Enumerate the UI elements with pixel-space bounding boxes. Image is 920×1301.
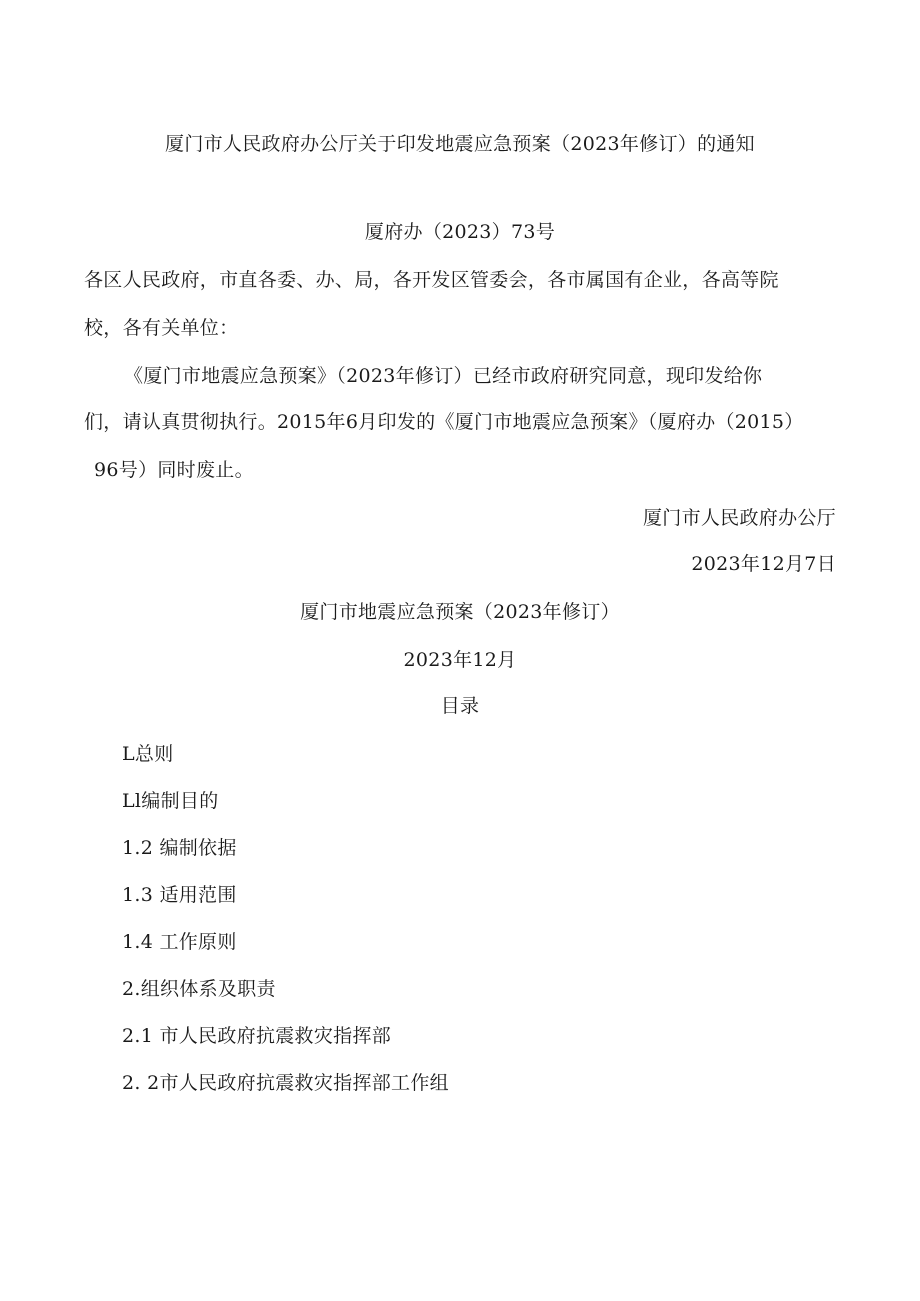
- addressee-line-2: 校，各有关单位：: [84, 317, 239, 339]
- plan-date: 2023年12月: [403, 649, 517, 671]
- document-number: 厦府办（2023）73号: [364, 221, 556, 243]
- toc-item: Ll编制目的: [122, 790, 219, 812]
- toc-item: 1.2 编制依据: [122, 837, 237, 859]
- body-paragraph-line-1: 《厦门市地震应急预案》（2023年修订）已经市政府研究同意，现印发给你: [124, 365, 763, 387]
- toc-item: L总则: [122, 743, 174, 765]
- toc-item: 1.4 工作原则: [122, 931, 237, 953]
- toc-item: 2.1 市人民政府抗震救灾指挥部: [122, 1025, 392, 1047]
- addressee-line-1: 各区人民政府，市直各委、办、局，各开发区管委会，各市属国有企业，各高等院: [84, 269, 779, 291]
- issue-date: 2023年12月7日: [691, 553, 836, 575]
- plan-title: 厦门市地震应急预案（2023年修订）: [300, 601, 620, 623]
- notice-title: 厦门市人民政府办公厅关于印发地震应急预案（2023年修订）的通知: [165, 133, 755, 155]
- body-paragraph-line-2: 们，请认真贯彻执行。2015年6月印发的《厦门市地震应急预案》（厦府办（2015）: [84, 411, 804, 433]
- body-paragraph-line-3: 96号）同时废止。: [94, 459, 254, 481]
- toc-heading: 目录: [440, 695, 480, 717]
- toc-item: 2. 2市人民政府抗震救灾指挥部工作组: [122, 1072, 449, 1094]
- toc-item: 1.3 适用范围: [122, 884, 237, 906]
- issuer-signature: 厦门市人民政府办公厅: [642, 507, 836, 529]
- toc-item: 2.组织体系及职责: [122, 978, 276, 1000]
